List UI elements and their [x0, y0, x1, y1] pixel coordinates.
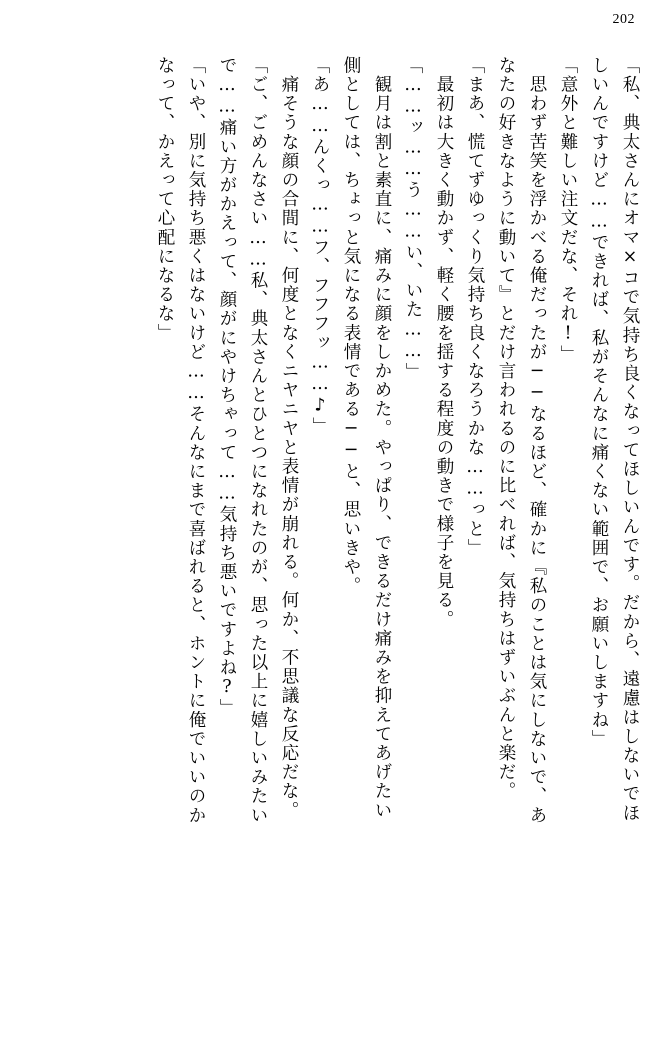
- text-line: 観月は割と素直に、痛みに顔をしかめた。やっぱり、できるだけ痛みを抑えてあげたい: [372, 56, 392, 820]
- text-line: 思わず苦笑を浮かべる俺だったが──なるほど、確かに『私のことは気にしないで、あ: [527, 56, 547, 825]
- text-line: 痛そうな顔の合間に、何度となくニヤニヤと表情が崩れる。何か、不思議な反応だな。: [279, 56, 299, 820]
- text-line: 「まあ、慌てずゆっくり気持ち良くなろうかな……っと」: [465, 56, 485, 558]
- text-line: なたの好きなように動いて』とだけ言われるのに比べれば、気持ちはずいぶんと楽だ。: [496, 56, 516, 801]
- text-line: 側としては、ちょっと気になる表情である──と、思いきや。: [341, 56, 361, 596]
- text-line: 「私、典太さんにオマ×コで気持ち良くなってほしいんです。だから、遠慮はしないでほ: [620, 56, 640, 823]
- text-line: 「あ……んくっ……フ、フフフッ……♪」: [310, 56, 330, 437]
- text-line: 最初は大きく動かず、軽く腰を揺する程度の動きで様子を見る。: [434, 56, 454, 629]
- text-line: で……痛い方がかえって、顔がにやけちゃって……気持ち悪いですよね?」: [217, 56, 237, 718]
- text-line: 「ご、ごめんなさい……私、典太さんとひとつになれたのが、思った以上に嬉しいみたい: [248, 56, 268, 825]
- page-number: 202: [612, 12, 635, 27]
- text-line: 「……ッ……う……い、いた……」: [403, 56, 423, 382]
- text-line: 「意外と難しい注文だな、それ!」: [558, 56, 578, 365]
- vertical-text-body: [20, 56, 645, 1008]
- text-line: しいんですけど……できれば、私がそんなに痛くない範囲で、お願いしますね」: [589, 56, 609, 749]
- text-line: 「いや、別に気持ち悪くはないけど……そんなにまで喜ばれると、ホントに俺でいいのか: [186, 56, 206, 825]
- text-line: なって、かえって心配になるな」: [155, 56, 175, 343]
